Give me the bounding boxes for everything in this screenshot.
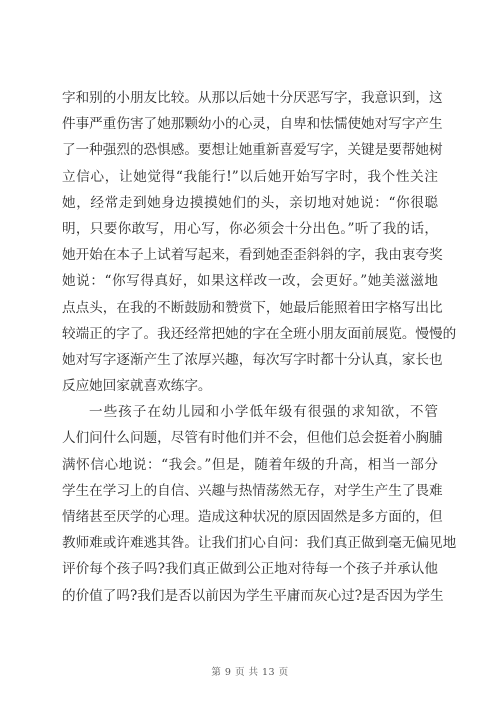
page-number-footer: 第 9 页 共 13 页 — [211, 667, 289, 678]
text-line: 情绪甚至厌学的心理。造成这种状况的原因固然是多方面的，但 — [62, 509, 443, 525]
text-line: 她开始在本子上试着写起来，看到她歪歪斜斜的字，我由衷夸奖 — [62, 247, 443, 264]
text-line: 满怀信心地说：“我会。”但是，随着年级的升高，相当一部分 — [62, 456, 438, 473]
body-text — [62, 85, 457, 609]
text-line: 人们问什么问题，尽管有时他们并不会，但他们总会挺着小胸脯 — [62, 430, 443, 447]
text-line: 她说：“你写得真好，如果这样改一改，会更好。”她美滋滋地 — [62, 273, 438, 290]
text-line: 较端正的字了。我还经常把她的字在全班小朋友面前展览。慢慢的 — [62, 325, 457, 342]
text-line: 反应她回家就喜欢练字。 — [62, 378, 212, 395]
text-line: 点点头，在我的不断鼓励和赞赏下，她最后能照着田字格写出比 — [62, 299, 443, 316]
text-line: 立信心，让她觉得“我能行!”以后她开始写字时，我个性关注 — [62, 168, 438, 185]
text-line: 了一种强烈的恐惧感。要想让她重新喜爱写字，关键是要帮她树 — [62, 142, 443, 159]
text-line: 她，经常走到她身边摸摸她们的头，亲切地对她说：“你很聪 — [62, 194, 438, 211]
text-line: 一些孩子在幼儿园和小学低年级有很强的求知欲，不管 — [89, 404, 438, 421]
text-line: 的价值了吗?我们是否以前因为学生平庸而灰心过?是否因为学生 — [62, 587, 444, 604]
text-line: 评价每个孩子吗?我们真正做到公正地对待每一个孩子并承认他 — [62, 561, 438, 578]
text-line: 明，只要你敢写，用心写，你必须会十分出色。”听了我的话， — [62, 220, 438, 237]
text-line: 件事严重伤害了她那颗幼小的心灵，自卑和怯懦使她对写字产生 — [62, 116, 443, 133]
text-line: 教师难或许难逃其咎。让我们扪心自问：我们真正做到毫无偏见地 — [62, 535, 457, 552]
text-line: 学生在学习上的自信、兴趣与热情荡然无存，对学生产生了畏难 — [62, 482, 443, 499]
text-line: 她对写字逐渐产生了浓厚兴趣，每次写字时都十分认真，家长也 — [62, 351, 443, 368]
text-line: 字和别的小朋友比较。从那以后她十分厌恶写字，我意识到，这 — [62, 90, 443, 106]
